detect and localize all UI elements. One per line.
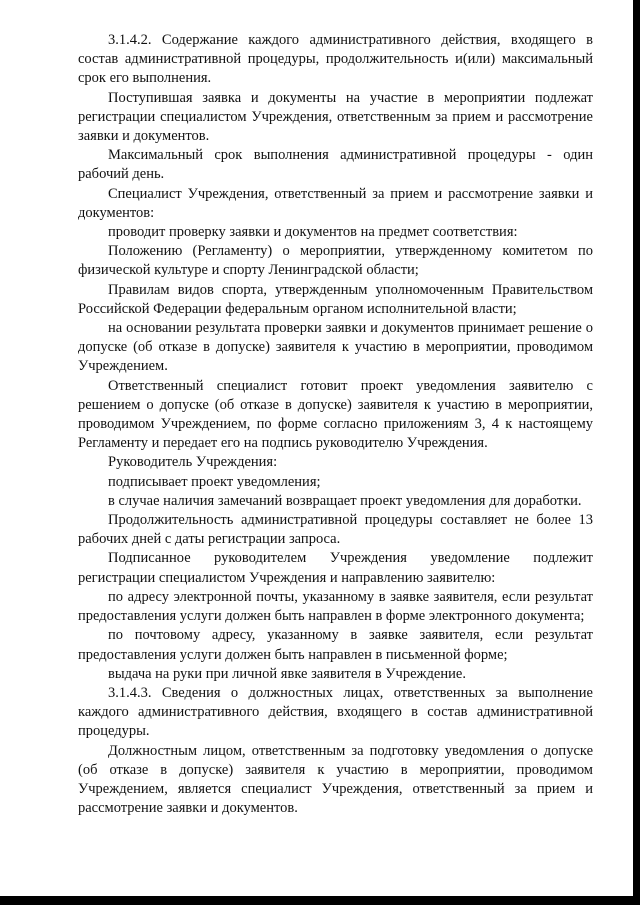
paragraph-max-term: Максимальный срок выполнения административной процедуры - один рабочий день. [78,147,593,183]
document-body [78,31,593,818]
paragraph-post: по почтовому адресу, указанному в заявке заявителя, если результат предоставления услуги должен быть направлен в письменной форме; [78,627,593,663]
scan-border-right [633,0,640,905]
paragraph-head: Руководитель Учреждения: [108,454,278,471]
paragraph-check: проводит проверку заявки и документов на предмет соответствия: [108,224,518,241]
paragraph-specialist: Специалист Учреждения, ответственный за прием и рассмотрение заявки и документов: [78,185,593,221]
paragraph-duration: Продолжительность административной процедуры составляет не более 13 рабочих дней с даты регистрации запроса. [78,512,593,548]
scan-border-bottom [0,896,640,905]
paragraph-3-1-4-3-heading: 3.1.4.3. Сведения о должностных лицах, ответственных за выполнение каждого административного действия, входящего в состав административной процедуры. [78,684,593,740]
paragraph-in-person: выдача на руки при личной явке заявителя в Учреждение. [108,665,466,682]
paragraph-regulation: Положению (Регламенту) о мероприятии, утвержденному комитетом по физической культуре и спорту Ленинградской области; [78,243,593,279]
paragraph-3-1-4-2-heading: 3.1.4.2. Содержание каждого административного действия, входящего в состав административной процедуры, продолжительность и(или) максимальный срок его выполнения. [78,32,593,87]
paragraph-decision: на основании результата проверки заявки и документов принимает решение о допуске (об отказе в допуске) заявителя к участию в мероприятии, проводимом Учреждением. [78,320,593,375]
paragraph-sport-rules: Правилам видов спорта, утвержденным уполномоченным Правительством Российской Федерации федеральным органом исполнительной власти; [78,281,593,317]
paragraph-email: по адресу электронной почты, указанному в заявке заявителя, если результат предоставления услуги должен быть направлен в форме электронного документа; [78,588,593,625]
paragraph-responsible-official: Должностным лицом, ответственным за подготовку уведомления о допуске (об отказе в допуске) заявителя к участию в мероприятии, проводимом Учреждением, является специалист Учреждения, ответственный за прием и рассмотрение заявки и документов. [78,742,593,817]
paragraph-signed-notice: Подписанное руководителем Учреждения уведомление подлежит регистрации специалистом Учреждения и направлению заявителю: [78,550,593,586]
paragraph-notice-draft: Ответственный специалист готовит проект уведомления заявителю с решением о допуске (об отказе в допуске) заявителя к участию в мероприятии, проводимом Учреждением, по форме согласно приложениям 3, 4 к настоящему Регламенту и передает его на подпись руководителю Учреждения. [78,377,593,452]
paragraph-signs: подписывает проект уведомления; [108,473,321,490]
paragraph-returns: в случае наличия замечаний возвращает проект уведомления для доработки. [108,492,582,509]
paragraph-registration: Поступившая заявка и документы на участие в мероприятии подлежат регистрации специалистом Учреждения, ответственным за прием и рассмотрение заявки и документов. [78,89,593,145]
